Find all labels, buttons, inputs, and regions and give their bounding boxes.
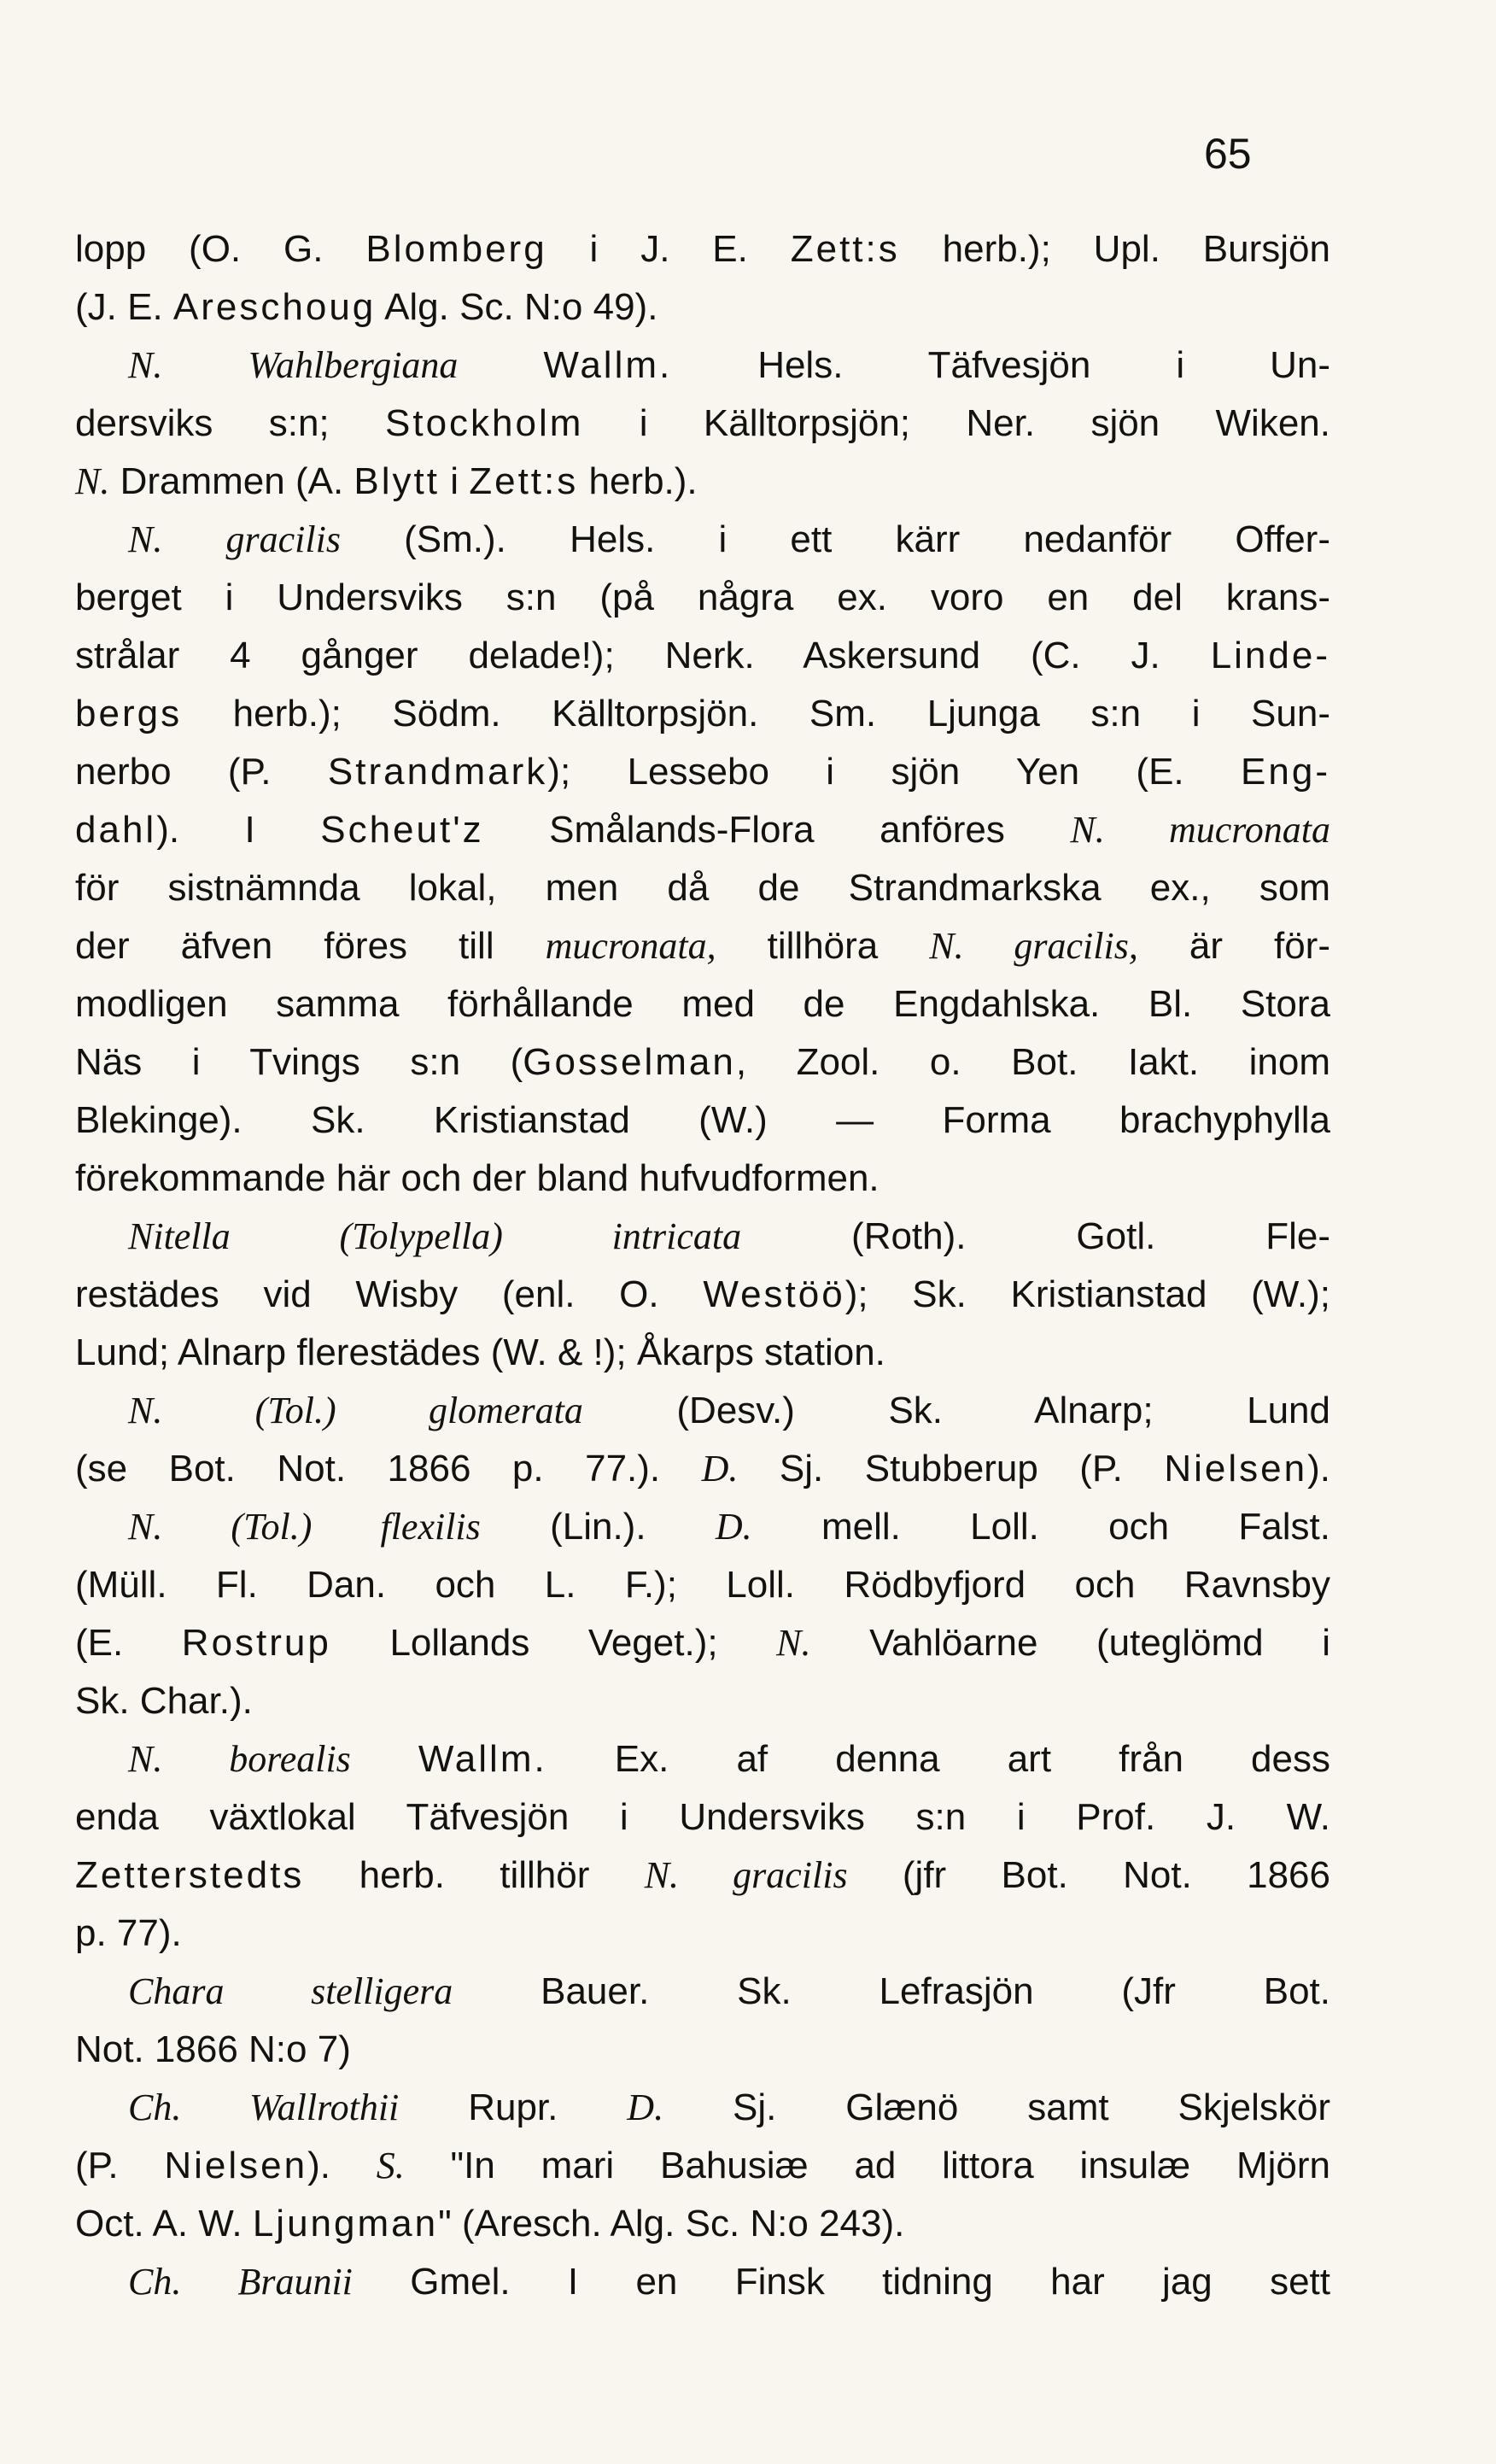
spaced-name: Zett:s	[790, 228, 900, 270]
italic-text: N. borealis	[128, 1738, 351, 1780]
text-segment: Not. 1866 N:o 7)	[75, 2028, 351, 2070]
text-segment: herb. tillhör	[304, 1854, 645, 1896]
italic-text: Wahlbergiana	[248, 344, 459, 386]
text-line	[75, 1556, 1330, 1614]
text-segment: Gmel. I en Finsk tidning har jag sett	[352, 2261, 1331, 2303]
spaced-name: Nielsen	[164, 2145, 308, 2186]
text-segment	[458, 344, 543, 386]
spaced-name: Ljungman	[252, 2203, 439, 2245]
text-segment: restädes vid Wisby (enl. O.	[75, 1273, 704, 1315]
text-segment: i Källtorpsjön; Ner. sjön Wiken.	[583, 402, 1330, 444]
spaced-name: Scheut'z	[320, 809, 484, 851]
text-line	[75, 337, 1330, 395]
text-segment	[162, 344, 248, 386]
text-segment: Blekinge). Sk. Kristianstad (W.) — Forma brachyphylla	[75, 1099, 1330, 1141]
italic-text: Nitella (Tolypella) intricata	[128, 1215, 742, 1257]
spaced-name: Rostrup	[181, 1622, 331, 1664]
text-line	[75, 2195, 1330, 2253]
italic-text: D.	[627, 2086, 664, 2128]
spaced-name: Areschoug	[172, 286, 377, 328]
spaced-name: dahl	[75, 809, 157, 851]
italic-text: Chara stelligera	[128, 1970, 453, 2012]
text-segment: p. 77).	[75, 1912, 182, 1954]
text-line	[75, 1266, 1330, 1324]
spaced-name: Zetterstedts	[75, 1854, 305, 1896]
text-line	[75, 1324, 1330, 1382]
text-line	[75, 917, 1330, 975]
text-segment: ).	[1307, 1448, 1330, 1490]
text-segment: ); Lessebo i sjön Yen (E.	[547, 751, 1242, 793]
text-line	[75, 627, 1330, 685]
spaced-name: Eng-	[1241, 751, 1330, 793]
text-line	[75, 1672, 1330, 1730]
text-segment: Sj. Glænö samt Skjelskör	[663, 2086, 1331, 2128]
text-segment: i	[439, 460, 470, 502]
italic-text: Ch. Braunii	[128, 2261, 353, 2303]
italic-text: N.	[776, 1622, 811, 1664]
spaced-name: bergs	[75, 693, 183, 735]
spaced-name: Nielsen	[1164, 1448, 1308, 1490]
text-line	[75, 1092, 1330, 1150]
text-segment: Näs i Tvings s:n (	[75, 1041, 523, 1083]
body-text	[75, 220, 1330, 2311]
text-segment: der äfven föres till	[75, 925, 546, 967]
text-segment: Oct. A. W.	[75, 2203, 253, 2245]
text-segment: ).	[307, 2145, 377, 2186]
text-line	[75, 1208, 1330, 1266]
text-segment: " (Aresch. Alg. Sc. N:o 243).	[438, 2203, 905, 2245]
text-segment: ). I	[156, 809, 321, 851]
text-line	[75, 2137, 1330, 2195]
text-segment: Bauer. Sk. Lefrasjön (Jfr Bot.	[453, 1970, 1330, 2012]
text-segment: , Zool. o. Bot. Iakt. inom	[735, 1041, 1330, 1083]
text-segment: Smålands-Flora anföres	[483, 809, 1071, 851]
italic-text: N. gracilis	[644, 1854, 848, 1896]
text-segment: förekommande här och der bland hufvudformen.	[75, 1157, 879, 1199]
italic-text: D.	[715, 1506, 752, 1548]
text-segment: (Desv.) Sk. Alnarp; Lund	[582, 1390, 1330, 1431]
text-line	[75, 1498, 1330, 1556]
text-segment	[162, 518, 225, 560]
italic-text: N.	[75, 460, 110, 502]
text-segment: Sk. Char.).	[75, 1680, 253, 1722]
text-line	[75, 1905, 1330, 1963]
text-segment: Alg. Sc. N:o 49).	[376, 286, 658, 328]
italic-text: D.	[701, 1448, 739, 1490]
text-segment: Vahlöarne (uteglömd i	[810, 1622, 1330, 1664]
spaced-name: Wallm.	[418, 1738, 547, 1780]
spaced-name: Strandmark	[327, 751, 548, 793]
text-line	[75, 569, 1330, 627]
text-segment: (J. E.	[75, 286, 173, 328]
text-segment: lopp (O. G.	[75, 228, 366, 270]
italic-text: N. gracilis,	[929, 925, 1138, 967]
text-segment: strålar 4 gånger delade!); Nerk. Askersund (C. J.	[75, 635, 1211, 676]
text-line	[75, 743, 1330, 801]
text-segment: dersviks s:n;	[75, 402, 385, 444]
spaced-name: Blomberg	[365, 228, 547, 270]
text-line	[75, 1963, 1330, 2021]
spaced-name: Zett:s	[469, 460, 579, 502]
text-line	[75, 278, 1330, 337]
text-line	[75, 220, 1330, 278]
text-line	[75, 453, 1330, 511]
text-line	[75, 1150, 1330, 1208]
spaced-name: Linde-	[1210, 635, 1330, 676]
text-segment: modligen samma förhållande med de Engdahlska. Bl. Stora	[75, 983, 1330, 1025]
spaced-name: Gosselman	[523, 1041, 736, 1083]
italic-text: mucronata,	[545, 925, 716, 967]
italic-text: Ch. Wallrothii	[128, 2086, 400, 2128]
text-segment: Rupr.	[399, 2086, 628, 2128]
text-segment: Sj. Stubberup (P.	[738, 1448, 1165, 1490]
text-line	[75, 975, 1330, 1033]
text-line	[75, 2079, 1330, 2137]
text-line	[75, 1730, 1330, 1788]
text-line	[75, 511, 1330, 569]
text-segment: "In mari Bahusiæ ad littora insulæ Mjörn	[404, 2145, 1330, 2186]
text-line	[75, 1033, 1330, 1092]
text-line	[75, 395, 1330, 453]
text-line	[75, 859, 1330, 917]
spaced-name: Stockholm	[385, 402, 584, 444]
text-line	[75, 2253, 1330, 2311]
text-segment: herb.).	[578, 460, 698, 502]
italic-text: N. (Tol.) glomerata	[128, 1390, 583, 1431]
text-segment: Lund; Alnarp flerestädes (W. & !); Åkarps station.	[75, 1331, 885, 1373]
text-segment: (jfr Bot. Not. 1866	[847, 1854, 1331, 1896]
text-segment: tillhöra	[716, 925, 930, 967]
text-segment: Lollands Veget.);	[330, 1622, 777, 1664]
text-segment: är för-	[1137, 925, 1330, 967]
text-segment: (se Bot. Not. 1866 p. 77.).	[75, 1448, 702, 1490]
text-segment: ); Sk. Kristianstad (W.);	[844, 1273, 1330, 1315]
text-segment: herb.); Upl. Bursjön	[899, 228, 1330, 270]
text-line	[75, 2021, 1330, 2079]
text-segment: Ex. af denna art från dess	[546, 1738, 1330, 1780]
italic-text: N. mucronata	[1070, 809, 1330, 851]
text-segment: berget i Undersviks s:n (på några ex. voro en del krans-	[75, 576, 1330, 618]
italic-text: N.	[128, 344, 163, 386]
text-segment: (Roth). Gotl. Fle-	[741, 1215, 1330, 1257]
text-line	[75, 1788, 1330, 1847]
spaced-name: Wallm.	[543, 344, 673, 386]
text-line	[75, 1440, 1330, 1498]
italic-text: S.	[376, 2145, 405, 2186]
text-segment: herb.); Södm. Källtorpsjön. Sm. Ljunga s:n i Sun-	[182, 693, 1330, 735]
page-number: 65	[1204, 130, 1252, 178]
text-line	[75, 1614, 1330, 1672]
text-segment: (Müll. Fl. Dan. och L. F.); Loll. Rödbyfjord och Ravnsby	[75, 1564, 1330, 1606]
text-segment: Hels. Täfvesjön i Un-	[672, 344, 1330, 386]
italic-text: gracilis	[225, 518, 341, 560]
text-segment: (P.	[75, 2145, 165, 2186]
text-line	[75, 1382, 1330, 1440]
text-line	[75, 1847, 1330, 1905]
text-segment: i J. E.	[546, 228, 791, 270]
italic-text: N. (Tol.) flexilis	[128, 1506, 481, 1548]
text-line	[75, 801, 1330, 859]
text-segment: för sistnämnda lokal, men då de Strandmarkska ex., som	[75, 867, 1330, 909]
text-segment: nerbo (P.	[75, 751, 328, 793]
text-line	[75, 685, 1330, 743]
text-segment: (E.	[75, 1622, 182, 1664]
text-segment: enda växtlokal Täfvesjön i Undersviks s:n i Prof. J. W.	[75, 1796, 1330, 1838]
spaced-name: Westöö	[703, 1273, 845, 1315]
text-segment: (Sm.). Hels. i ett kärr nedanför Offer-	[340, 518, 1330, 560]
text-segment: Drammen (A.	[109, 460, 354, 502]
italic-text: N.	[128, 518, 163, 560]
text-segment: mell. Loll. och Falst.	[751, 1506, 1331, 1548]
spaced-name: Blytt	[354, 460, 440, 502]
text-segment: (Lin.).	[480, 1506, 716, 1548]
text-segment	[351, 1738, 418, 1780]
